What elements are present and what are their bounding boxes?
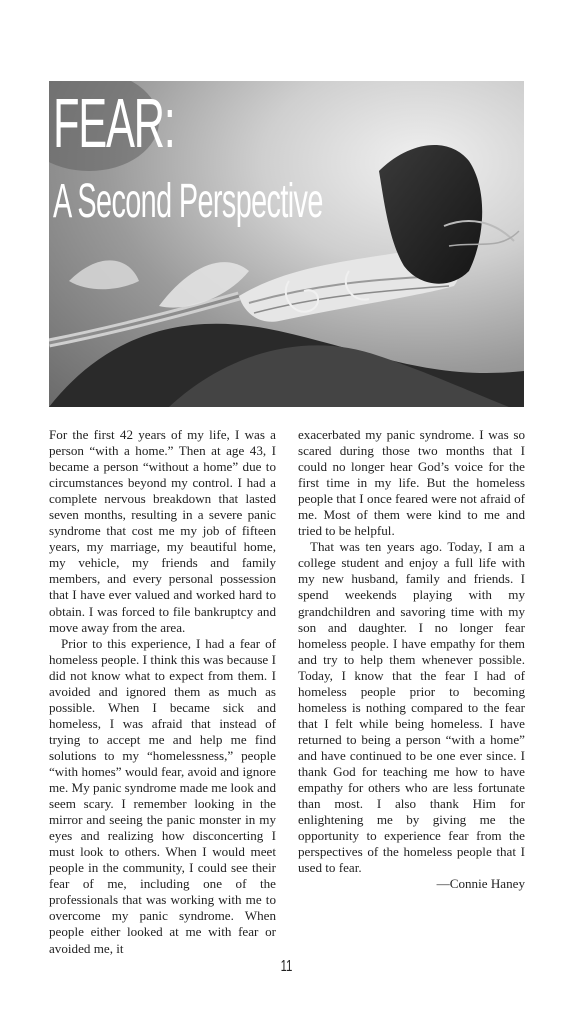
page-number: 11: [280, 958, 293, 975]
article-column-left: [49, 427, 276, 957]
author-signature: —Connie Haney: [436, 876, 525, 892]
article-paragraph: That was ten years ago. Today, I am a college student and enjoy a full life with my new husband, family and friends. I spend weekends playing with my grandchildren and savoring time with my son and daughter. I no longer fear homeless people. I have empathy for them and try to help them whenever possible. Today, I know that the fear I had of homeless people prior to becoming homeless is nothing compared to the fear that I felt while being homeless. I have returned to being a person “with a home” and have continued to be one ever since. I thank God for teaching me how to have empathy for others who are less fortunate than most. I also thank Him for enlightening me by giving me the opportunity to experience fear from the perspectives of the homeless people that I used to fear.: [298, 539, 525, 876]
article-paragraph: Prior to this experience, I had a fear of homeless people. I think this was because I did not know what to expect from them. I avoided and ignored them as much as possible. When I became sick and homeless, I was afraid that instead of trying to accept me and help me find solutions to my “homelessness,” people “with homes” would fear, avoid and ignore me. My panic syndrome made me look and seem scary. I remember looking in the mirror and seeing the panic monster in my eyes and realizing how disconcerting I must look to others. When I would meet people in the community, I could see their fear of me, including one of the professionals that was working with me to overcome my panic syndrome. When people either looked at me with fear or avoided me, it: [49, 635, 276, 956]
page-subtitle: A Second Perspective: [53, 175, 323, 228]
article-column-right: [298, 427, 525, 892]
article-paragraph: For the first 42 years of my life, I was a person “with a home.” Then at age 43, I became a person “without a home” due to circumstances beyond my control. I had a complete nervous breakdown that lasted seven months, resulting in a severe panic syndrome that cost me my job of fifteen years, my marriage, my beautiful home, my vehicle, my friends and family members, and every personal possession that I have ever valued and worked hard to obtain. I was forced to file bankruptcy and move away from the area.: [49, 427, 276, 635]
page-title: FEAR:: [53, 84, 175, 162]
article-paragraph: exacerbated my panic syndrome. I was so scared during those two months that I could no longer hear God’s voice for the first time in my life. But the homeless people that I once feared were not afraid of me. Most of them were kind to me and tried to be helpful.: [298, 427, 525, 539]
